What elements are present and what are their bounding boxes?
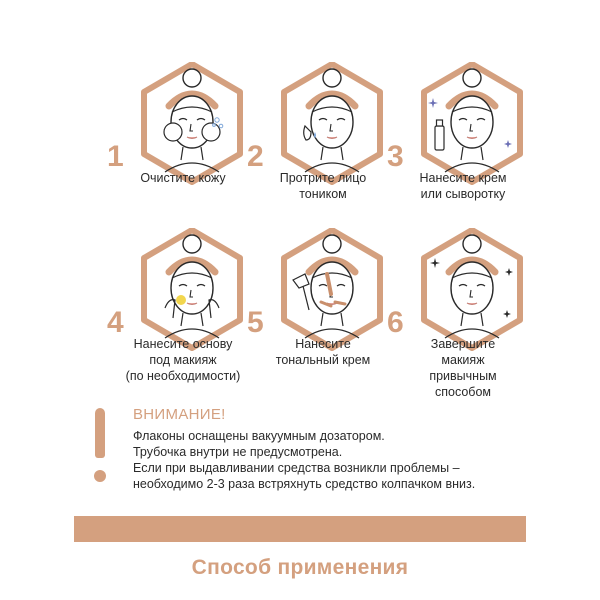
step-number: 6: [387, 306, 404, 339]
warning-text: Флаконы оснащены вакуумным дозатором. Трубочка внутри не предусмотрена. Если при выдавливании средства возникли проблемы – необходимо 2-3 раза встряхнуть средство колпачком вниз.: [133, 429, 476, 491]
step-label: Нанесите тональный крем: [275, 337, 371, 367]
step-number: 5: [247, 306, 264, 339]
step-label: Протрите лицо тоником: [279, 171, 367, 201]
warning-title: ВНИМАНИЕ!: [133, 406, 226, 423]
footer-title: Способ применения: [191, 556, 409, 579]
step-number: 1: [107, 140, 124, 173]
step-label: Нанесите основу под макияж (по необходимости): [125, 337, 241, 383]
finished-face-illustration: [415, 228, 530, 353]
step-number: 3: [387, 140, 404, 173]
step-number: 2: [247, 140, 264, 173]
step-label: Очистите кожу: [140, 171, 226, 185]
step-number: 4: [107, 306, 124, 339]
step-label: Завершите макияж привычным способом: [429, 337, 497, 399]
accent-band: [74, 516, 526, 542]
cream-face-illustration: [415, 62, 530, 187]
step-3: [365, 62, 545, 247]
step-label: Нанесите крем или сыворотку: [419, 171, 507, 201]
warning-block: [95, 404, 555, 494]
step-6: [365, 228, 545, 413]
